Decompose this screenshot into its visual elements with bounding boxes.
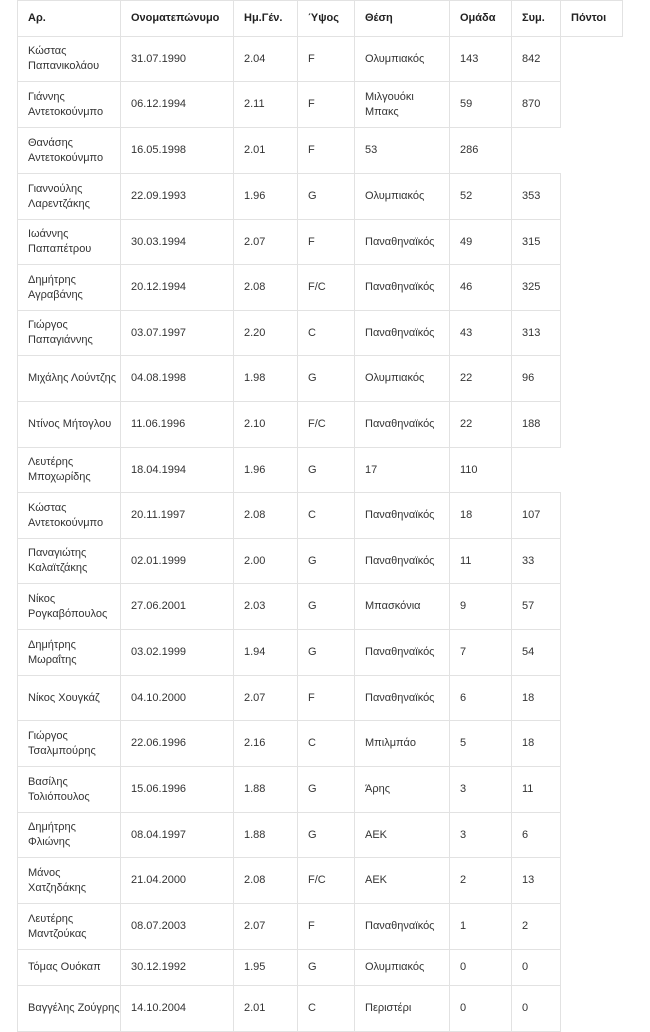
player-name-cell: Γιώργος Παπαγιάννης (18, 311, 121, 356)
team-cell: Ολυμπιακός (355, 950, 450, 986)
team-cell: Ολυμπιακός (355, 356, 450, 402)
height-cell: 2.01 (234, 986, 298, 1032)
points-cell: 188 (512, 402, 561, 448)
caps-cell: 0 (450, 986, 512, 1032)
points-cell: 18 (512, 721, 561, 767)
caps-cell: 59 (450, 82, 512, 128)
team-cell: Παναθηναϊκός (355, 220, 450, 265)
points-cell: 107 (512, 493, 561, 539)
empty-cell (561, 721, 623, 767)
birthdate-cell: 22.09.1993 (121, 174, 234, 220)
players-table (17, 0, 623, 1032)
empty-cell (561, 402, 623, 448)
height-cell: 1.94 (234, 630, 298, 676)
points-cell: 96 (512, 356, 561, 402)
empty-cell (512, 448, 561, 493)
header-cell-height: Ύψος (298, 1, 355, 37)
empty-cell (561, 986, 623, 1032)
caps-cell: 22 (450, 356, 512, 402)
empty-cell (561, 128, 623, 174)
position-cell: G (298, 767, 355, 813)
position-cell: C (298, 721, 355, 767)
player-name-cell: Λευτέρης Μαντζούκας (18, 904, 121, 950)
player-name-cell: Γιώργος Τσαλμπούρης (18, 721, 121, 767)
player-name-cell: Γιάννης Αντετοκούνμπο (18, 82, 121, 128)
height-cell: 1.98 (234, 356, 298, 402)
team-cell: Παναθηναϊκός (355, 676, 450, 721)
points-cell: 313 (512, 311, 561, 356)
height-cell: 1.96 (234, 174, 298, 220)
team-cell: Περιστέρι (355, 986, 450, 1032)
team-cell: Μπασκόνια (355, 584, 450, 630)
position-cell: F (298, 37, 355, 82)
caps-cell: 2 (450, 858, 512, 904)
points-cell: 6 (512, 813, 561, 858)
height-cell: 2.10 (234, 402, 298, 448)
height-cell: 2.04 (234, 37, 298, 82)
player-name-cell: Δημήτρης Φλιώνης (18, 813, 121, 858)
table-row (18, 402, 623, 448)
birthdate-cell: 20.12.1994 (121, 265, 234, 311)
height-cell: 2.08 (234, 858, 298, 904)
table-row (18, 721, 623, 767)
player-name-cell: Λευτέρης Μποχωρίδης (18, 448, 121, 493)
player-name-cell: Βασίλης Τολιόπουλος (18, 767, 121, 813)
player-name-cell: Τόμας Ουόκαπ (18, 950, 121, 986)
player-name-cell: Ιωάννης Παπαπέτρου (18, 220, 121, 265)
position-cell: G (298, 174, 355, 220)
birthdate-cell: 06.12.1994 (121, 82, 234, 128)
team-cell: Παναθηναϊκός (355, 402, 450, 448)
birthdate-cell: 30.03.1994 (121, 220, 234, 265)
caps-cell: 1 (450, 904, 512, 950)
player-name-cell: Παναγιώτης Καλαϊτζάκης (18, 539, 121, 584)
position-cell: F (298, 676, 355, 721)
birthdate-cell: 27.06.2001 (121, 584, 234, 630)
empty-cell (561, 220, 623, 265)
table-row (18, 448, 623, 493)
points-cell: 2 (512, 904, 561, 950)
height-cell: 2.08 (234, 265, 298, 311)
position-cell: F/C (298, 402, 355, 448)
empty-cell (561, 584, 623, 630)
table-row (18, 950, 623, 986)
table-row (18, 904, 623, 950)
points-cell: 18 (512, 676, 561, 721)
height-cell: 2.01 (234, 128, 298, 174)
position-cell: G (298, 584, 355, 630)
header-cell-number: Αρ. (18, 1, 121, 37)
position-cell: G (298, 448, 355, 493)
points-cell: 11 (512, 767, 561, 813)
birthdate-cell: 20.11.1997 (121, 493, 234, 539)
height-cell: 2.11 (234, 82, 298, 128)
header-cell-position: Θέση (355, 1, 450, 37)
team-cell: 17 (355, 448, 450, 493)
position-cell: F (298, 220, 355, 265)
header-row (18, 1, 623, 37)
position-cell: C (298, 986, 355, 1032)
caps-cell: 7 (450, 630, 512, 676)
caps-cell: 3 (450, 767, 512, 813)
table-row (18, 82, 623, 128)
header-cell-name: Ονοματεπώνυμο (121, 1, 234, 37)
birthdate-cell: 03.02.1999 (121, 630, 234, 676)
team-cell: Παναθηναϊκός (355, 630, 450, 676)
empty-cell (512, 128, 561, 174)
empty-cell (561, 904, 623, 950)
caps-cell: 6 (450, 676, 512, 721)
position-cell: F (298, 82, 355, 128)
birthdate-cell: 04.08.1998 (121, 356, 234, 402)
header-cell-birthdate: Ημ.Γέν. (234, 1, 298, 37)
team-cell: Παναθηναϊκός (355, 539, 450, 584)
position-cell: G (298, 539, 355, 584)
height-cell: 2.07 (234, 676, 298, 721)
table-row (18, 311, 623, 356)
birthdate-cell: 02.01.1999 (121, 539, 234, 584)
caps-cell: 52 (450, 174, 512, 220)
table-row (18, 356, 623, 402)
table-row (18, 630, 623, 676)
birthdate-cell: 03.07.1997 (121, 311, 234, 356)
position-cell: G (298, 356, 355, 402)
empty-cell (561, 311, 623, 356)
player-name-cell: Δημήτρης Αγραβάνης (18, 265, 121, 311)
position-cell: G (298, 630, 355, 676)
birthdate-cell: 18.04.1994 (121, 448, 234, 493)
height-cell: 1.88 (234, 813, 298, 858)
birthdate-cell: 08.07.2003 (121, 904, 234, 950)
height-cell: 1.96 (234, 448, 298, 493)
height-cell: 2.07 (234, 220, 298, 265)
header-cell-caps: Συμ. (512, 1, 561, 37)
points-cell: 13 (512, 858, 561, 904)
height-cell: 2.20 (234, 311, 298, 356)
table-row (18, 174, 623, 220)
player-name-cell: Νίκος Χουγκάζ (18, 676, 121, 721)
birthdate-cell: 31.07.1990 (121, 37, 234, 82)
empty-cell (561, 356, 623, 402)
table-row (18, 539, 623, 584)
caps-cell: 22 (450, 402, 512, 448)
empty-cell (561, 82, 623, 128)
birthdate-cell: 11.06.1996 (121, 402, 234, 448)
caps-cell: 46 (450, 265, 512, 311)
table-row (18, 813, 623, 858)
table-row (18, 767, 623, 813)
height-cell: 2.16 (234, 721, 298, 767)
table-row (18, 265, 623, 311)
caps-cell: 110 (450, 448, 512, 493)
player-name-cell: Κώστας Παπανικολάου (18, 37, 121, 82)
caps-cell: 286 (450, 128, 512, 174)
birthdate-cell: 22.06.1996 (121, 721, 234, 767)
team-cell: Ολυμπιακός (355, 174, 450, 220)
player-name-cell: Κώστας Αντετοκούνμπο (18, 493, 121, 539)
birthdate-cell: 14.10.2004 (121, 986, 234, 1032)
player-name-cell: Μάνος Χατζηδάκης (18, 858, 121, 904)
empty-cell (561, 448, 623, 493)
position-cell: C (298, 311, 355, 356)
birthdate-cell: 30.12.1992 (121, 950, 234, 986)
empty-cell (561, 493, 623, 539)
points-cell: 325 (512, 265, 561, 311)
empty-cell (561, 676, 623, 721)
points-cell: 0 (512, 986, 561, 1032)
points-cell: 315 (512, 220, 561, 265)
empty-cell (561, 630, 623, 676)
position-cell: C (298, 493, 355, 539)
table-row (18, 858, 623, 904)
position-cell: F/C (298, 265, 355, 311)
table-row (18, 584, 623, 630)
birthdate-cell: 21.04.2000 (121, 858, 234, 904)
table-row (18, 493, 623, 539)
caps-cell: 9 (450, 584, 512, 630)
points-cell: 33 (512, 539, 561, 584)
caps-cell: 5 (450, 721, 512, 767)
points-cell: 54 (512, 630, 561, 676)
team-cell: Παναθηναϊκός (355, 265, 450, 311)
caps-cell: 0 (450, 950, 512, 986)
header-cell-team: Ομάδα (450, 1, 512, 37)
position-cell: F (298, 904, 355, 950)
position-cell: G (298, 813, 355, 858)
player-name-cell: Μιχάλης Λούντζης (18, 356, 121, 402)
height-cell: 1.95 (234, 950, 298, 986)
points-cell: 57 (512, 584, 561, 630)
points-cell: 870 (512, 82, 561, 128)
player-name-cell: Βαγγέλης Ζούγρης (18, 986, 121, 1032)
position-cell: F (298, 128, 355, 174)
team-cell: Μιλγουόκι Μπακς (355, 82, 450, 128)
caps-cell: 143 (450, 37, 512, 82)
caps-cell: 49 (450, 220, 512, 265)
points-cell: 0 (512, 950, 561, 986)
team-cell: ΑΕΚ (355, 813, 450, 858)
caps-cell: 11 (450, 539, 512, 584)
player-name-cell: Νίκος Ρογκαβόπουλος (18, 584, 121, 630)
caps-cell: 18 (450, 493, 512, 539)
empty-cell (561, 174, 623, 220)
team-cell: ΑΕΚ (355, 858, 450, 904)
team-cell: Ολυμπιακός (355, 37, 450, 82)
height-cell: 2.08 (234, 493, 298, 539)
team-cell: Παναθηναϊκός (355, 311, 450, 356)
position-cell: G (298, 950, 355, 986)
empty-cell (561, 858, 623, 904)
height-cell: 2.07 (234, 904, 298, 950)
team-cell: 53 (355, 128, 450, 174)
position-cell: F/C (298, 858, 355, 904)
empty-cell (561, 813, 623, 858)
empty-cell (561, 37, 623, 82)
table-row (18, 676, 623, 721)
table-row (18, 986, 623, 1032)
height-cell: 2.00 (234, 539, 298, 584)
birthdate-cell: 08.04.1997 (121, 813, 234, 858)
points-cell: 842 (512, 37, 561, 82)
caps-cell: 3 (450, 813, 512, 858)
table-row (18, 128, 623, 174)
team-cell: Παναθηναϊκός (355, 493, 450, 539)
height-cell: 2.03 (234, 584, 298, 630)
empty-cell (561, 950, 623, 986)
player-name-cell: Ντίνος Μήτογλου (18, 402, 121, 448)
empty-cell (561, 265, 623, 311)
player-name-cell: Γιαννούλης Λαρεντζάκης (18, 174, 121, 220)
table-row (18, 220, 623, 265)
empty-cell (561, 767, 623, 813)
birthdate-cell: 15.06.1996 (121, 767, 234, 813)
header-cell-points: Πόντοι (561, 1, 623, 37)
empty-cell (561, 539, 623, 584)
table-row (18, 37, 623, 82)
birthdate-cell: 16.05.1998 (121, 128, 234, 174)
team-cell: Παναθηναϊκός (355, 904, 450, 950)
caps-cell: 43 (450, 311, 512, 356)
points-cell: 353 (512, 174, 561, 220)
team-cell: Άρης (355, 767, 450, 813)
player-name-cell: Δημήτρης Μωραΐτης (18, 630, 121, 676)
height-cell: 1.88 (234, 767, 298, 813)
team-cell: Μπιλμπάο (355, 721, 450, 767)
player-name-cell: Θανάσης Αντετοκούνμπο (18, 128, 121, 174)
birthdate-cell: 04.10.2000 (121, 676, 234, 721)
